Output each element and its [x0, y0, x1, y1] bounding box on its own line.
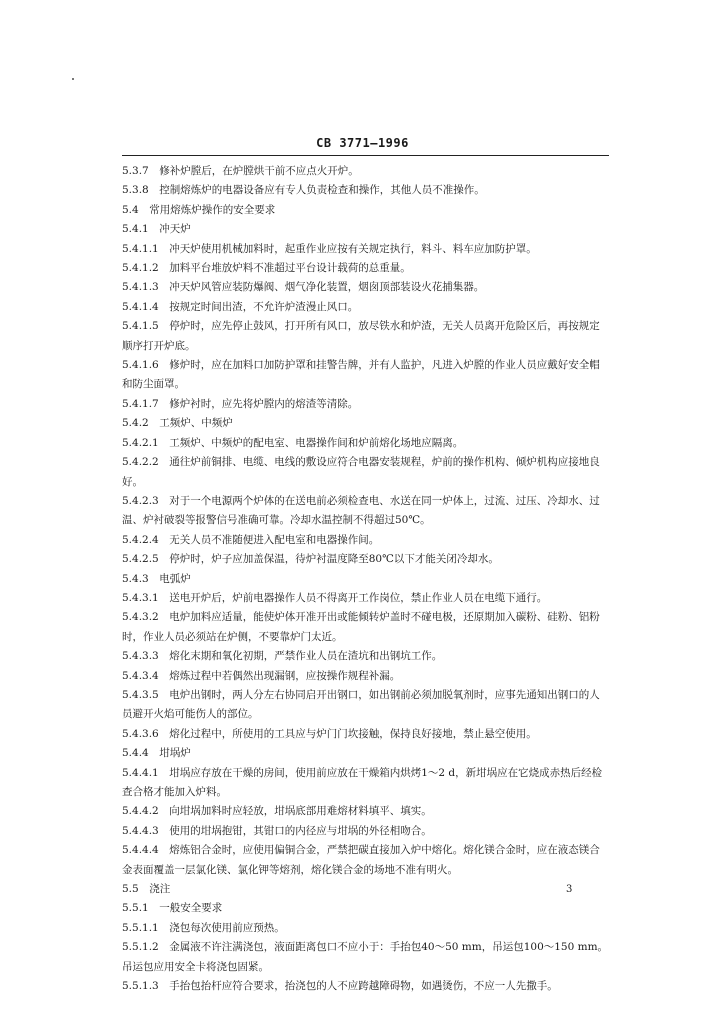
clause-5-5-1-1: 5.5.1.1 浇包每次使用前应预热。	[122, 921, 285, 934]
document-body	[122, 162, 609, 996]
clause-5-4-1-5: 5.4.1.5 停炉时，应先停止鼓风，打开所有风口，放尽铁水和炉渣，无关人员离开危险区后，再按规定顺序打开炉底。	[122, 320, 600, 352]
clause-5-4-4-3: 5.4.4.3 使用的坩埚抱钳，其钳口的内径应与坩埚的外径相吻合。	[122, 824, 432, 837]
clause-5-4-3-4: 5.4.3.4 熔炼过程中若偶然出现漏钢，应按操作规程补漏。	[122, 669, 401, 682]
clause-5-4-3-1: 5.4.3.1 送电开炉后，炉前电器操作人员不得离开工作岗位，禁止作业人员在电缆下通行。	[122, 591, 548, 604]
clause-5-4-1-4: 5.4.1.4 按规定时间出渣，不允许炉渣漫止风口。	[122, 300, 359, 313]
section-heading-5-4-2: 5.4.2 工频炉、中频炉	[122, 417, 233, 430]
clause-5-4-2-3: 5.4.2.3 对于一个电源两个炉体的在送电前必须检查电、水送在同一炉体上，过流、过压、冷却水、过温、炉衬破裂等报警信号准确可靠。冷却水温控制不得超过50℃。	[122, 494, 600, 527]
clause-5-4-1-1: 5.4.1.1 冲天炉使用机械加料时，起重作业应按有关规定执行，料斗、料车应加防护罩。	[122, 242, 537, 255]
clause-5-4-1-6: 5.4.1.6 修炉时，应在加料口加防护罩和挂警告牌，并有人监护，凡进入炉膛的作业人员应戴好安全帽和防尘面罩。	[122, 359, 600, 391]
clause-5-4-2-5: 5.4.2.5 停炉时，炉子应加盖保温，待炉衬温度降至80℃以下才能关闭冷却水。	[122, 553, 499, 566]
document-code-header: CB 3771—1996	[316, 136, 409, 150]
section-heading-5-4-4: 5.4.4 坩埚炉	[122, 747, 191, 760]
clause-5-4-3-2: 5.4.3.2 电炉加料应适量，能使炉体开准开出或能倾转炉盖时不碰电极，还原期加入碳粉、硅粉、铝粉时，作业人员必须站在炉侧，不要靠炉门太近。	[122, 611, 600, 643]
header-rule	[122, 155, 609, 156]
clause-5-4-3-6: 5.4.3.6 熔化过程中，所使用的工具应与炉门门坎接触，保持良好接地，禁止悬空使用。	[122, 727, 537, 740]
section-heading-5-4-3: 5.4.3 电弧炉	[122, 572, 191, 585]
clause-5-4-4-4: 5.4.4.4 熔炼铝合金时，应使用偏铜合金，严禁把碳直接加入炉中熔化。熔化镁合金时，应在液态镁合金表面覆盖一层氯化镁、氯化钾等熔剂，熔化镁合金的场地不准有明火。	[122, 844, 600, 876]
section-heading-5-5: 5.5 浇注	[122, 883, 171, 896]
clause-5-4-3-5: 5.4.3.5 电炉出钢时，两人分左右协同启开出钢口，如出钢前必须加脱氧剂时，应事先通知出钢口的人员避开火焰可能伤人的部位。	[122, 688, 600, 721]
section-heading-5-4-1: 5.4.1 冲天炉	[122, 223, 191, 236]
clause-5-4-2-1: 5.4.2.1 工频炉、中频炉的配电室、电器操作间和炉前熔化场地应隔离。	[122, 436, 464, 449]
scan-speck	[72, 78, 74, 80]
section-heading-5-4: 5.4 常用熔炼炉操作的安全要求	[122, 203, 276, 216]
clause-5-3-7: 5.3.7 修补炉膛后，在炉膛烘干前不应点火开炉。	[122, 165, 359, 177]
clause-5-4-1-3: 5.4.1.3 冲天炉风管应装防爆阀、烟气净化装置，烟囱顶部装设火花捕集器。	[122, 281, 485, 294]
section-heading-5-5-1: 5.5.1 一般安全要求	[122, 902, 223, 915]
clause-5-4-2-4: 5.4.2.4 无关人员不准随便进入配电室和电器操作间。	[122, 533, 380, 546]
clause-5-3-8: 5.3.8 控制熔炼炉的电器设备应有专人负责检查和操作，其他人员不准操作。	[122, 184, 485, 197]
clause-5-4-3-3: 5.4.3.3 熔化末期和氧化初期，严禁作业人员在渣坑和出钢坑工作。	[122, 650, 443, 663]
clause-5-4-4-2: 5.4.4.2 向坩埚加料时应轻放，坩埚底部用难熔材料填平、填实。	[122, 805, 432, 818]
clause-5-4-1-7: 5.4.1.7 修炉衬时，应先将炉膛内的熔渣等清除。	[122, 397, 359, 410]
clause-5-4-4-1: 5.4.4.1 坩埚应存放在干燥的房间，使用前应放在干燥箱内烘烤1～2 d，新坩埚应在它烧成赤热后经检查合格才能加入炉料。	[122, 766, 603, 798]
clause-5-4-2-2: 5.4.2.2 通往炉前铜排、电缆、电线的敷设应符合电器安装规程，炉前的操作机构、倾炉机构应接地良好。	[122, 456, 600, 488]
clause-5-4-1-2: 5.4.1.2 加料平台堆放炉料不准超过平台设计载荷的总重量。	[122, 262, 411, 275]
clause-5-5-1-2: 5.5.1.2 金属液不许注满浇包，液面距离包口不应小于：手抬包40～50 mm，吊运包100～150 mm。吊运包应用安全卡将浇包固紧。	[122, 941, 609, 973]
clause-5-5-1-3: 5.5.1.3 手抬包抬杆应符合要求，抬浇包的人不应跨越障碍物，如遇烫伤，不应一人先撒手。	[122, 980, 558, 993]
page-number: 3	[566, 884, 573, 895]
